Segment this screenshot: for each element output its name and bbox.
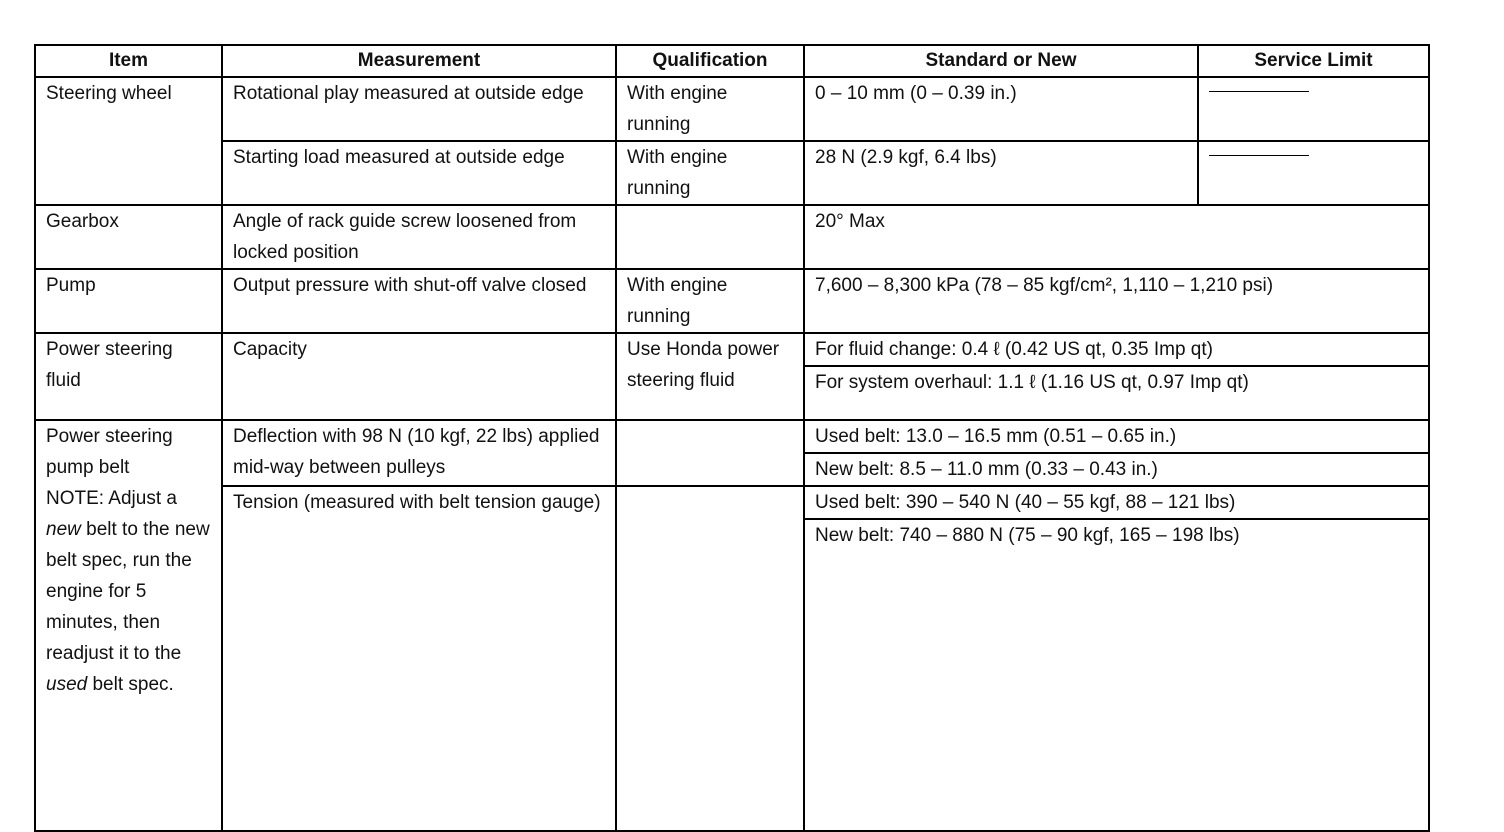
service-limit-cell [1198,141,1429,205]
header-item: Item [35,45,222,77]
standard-cell: 7,600 – 8,300 kPa (78 – 85 kgf/cm², 1,110 – 1,210 psi) [804,269,1429,333]
standard-cell: Used belt: 13.0 – 16.5 mm (0.51 – 0.65 in.) [804,420,1429,453]
header-service-limit: Service Limit [1198,45,1429,77]
item-gearbox: Gearbox [35,205,222,269]
measurement-cell: Starting load measured at outside edge [222,141,616,205]
standard-cell: 0 – 10 mm (0 – 0.39 in.) [804,77,1198,141]
standard-cell: New belt: 740 – 880 N (75 – 90 kgf, 165 – 198 lbs) [804,519,1429,831]
standard-cell: For system overhaul: 1.1 ℓ (1.16 US qt, 0.97 Imp qt) [804,366,1429,420]
item-power-steering-fluid: Power steering fluid [35,333,222,420]
standard-cell: For fluid change: 0.4 ℓ (0.42 US qt, 0.35 Imp qt) [804,333,1429,366]
note-prefix: NOTE: Adjust a [46,488,177,509]
qualification-cell [616,205,804,269]
qualification-cell [616,420,804,486]
table-row [35,420,1429,453]
header-measurement: Measurement [222,45,616,77]
item-pump-belt-label: Power steering pump belt [46,426,173,478]
qualification-cell [616,486,804,831]
item-steering-wheel: Steering wheel [35,77,222,205]
standard-cell: 28 N (2.9 kgf, 6.4 lbs) [804,141,1198,205]
table-row [35,77,1429,141]
service-limit-dash [1209,91,1309,92]
qualification-cell: With engine running [616,77,804,141]
header-qualification: Qualification [616,45,804,77]
measurement-cell: Angle of rack guide screw loosened from locked position [222,205,616,269]
standard-cell: New belt: 8.5 – 11.0 mm (0.33 – 0.43 in.) [804,453,1429,486]
table-row [35,141,1429,205]
measurement-cell: Rotational play measured at outside edge [222,77,616,141]
note-new: new [46,519,81,540]
service-limit-dash [1209,155,1309,156]
measurement-cell: Deflection with 98 N (10 kgf, 22 lbs) applied mid-way between pulleys [222,420,616,486]
standard-cell: 20° Max [804,205,1429,269]
qualification-cell: With engine running [616,141,804,205]
specifications-table [34,44,1430,832]
measurement-cell: Capacity [222,333,616,420]
qualification-cell: With engine running [616,269,804,333]
note-mid: belt to the new belt spec, run the engine for 5 minutes, then readjust it to the [46,519,210,664]
measurement-cell: Tension (measured with belt tension gauge) [222,486,616,831]
header-standard: Standard or New [804,45,1198,77]
table-row [35,486,1429,519]
service-limit-cell [1198,77,1429,141]
standard-cell: Used belt: 390 – 540 N (40 – 55 kgf, 88 – 121 lbs) [804,486,1429,519]
qualification-cell: Use Honda power steering fluid [616,333,804,420]
item-pump: Pump [35,269,222,333]
measurement-cell: Output pressure with shut-off valve closed [222,269,616,333]
item-pump-belt [35,420,222,831]
note-used: used [46,674,88,695]
table-row [35,205,1429,269]
table-row [35,333,1429,366]
note-suffix: belt spec. [87,674,174,695]
table-row [35,269,1429,333]
header-row [35,45,1429,77]
